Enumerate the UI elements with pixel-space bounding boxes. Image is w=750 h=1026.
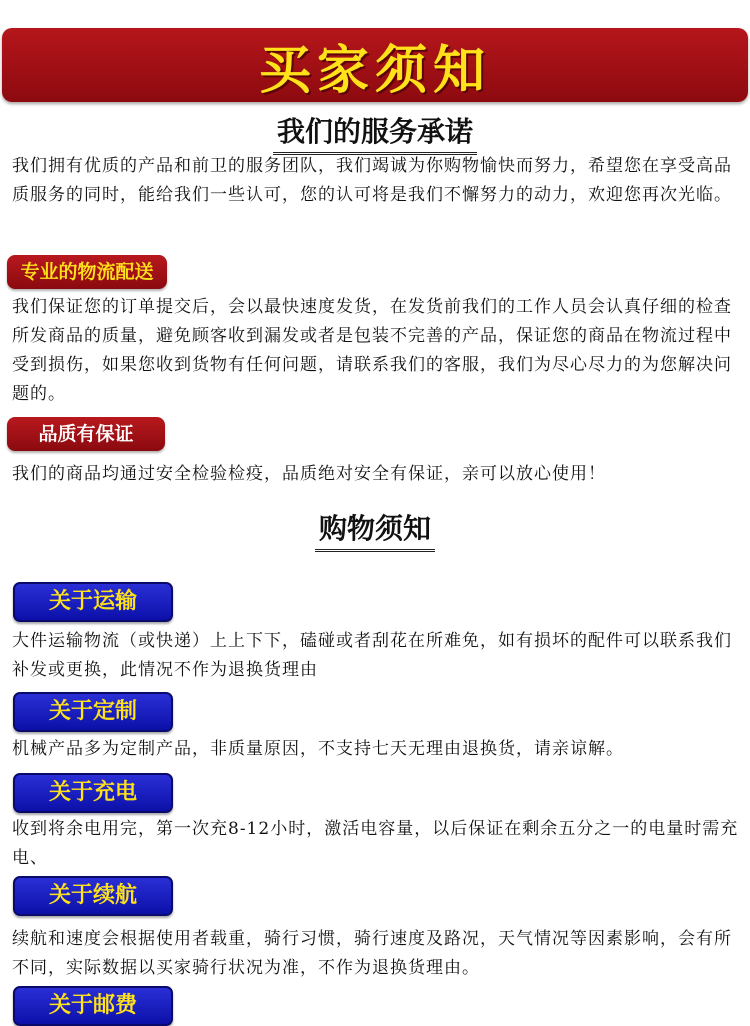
shopping-heading — [0, 507, 750, 552]
range-text: 续航和速度会根据使用者载重，骑行习惯，骑行速度及路况，天气情况等因素影响，会有所不同，实际数据以买家骑行状况为准，不作为退换货理由。 — [12, 929, 732, 978]
logistics-tag-label: 专业的物流配送 — [20, 261, 154, 283]
transport-text: 大件运输物流（或快递）上上下下，磕碰或者刮花在所难免，如有损坏的配件可以联系我们补发或更换，此情况不作为退换货理由 — [12, 631, 732, 680]
range-tag-label: 关于续航 — [48, 883, 137, 908]
postage-tag — [13, 986, 173, 1026]
custom-tag — [13, 692, 173, 732]
custom-tag-label: 关于定制 — [48, 699, 137, 724]
charging-tag-label: 关于充电 — [48, 780, 137, 805]
quality-tag — [7, 417, 165, 451]
logistics-tag — [7, 255, 167, 289]
charging-tag — [13, 773, 173, 813]
transport-tag-label: 关于运输 — [48, 589, 137, 614]
shopping-heading-text: 购物须知 — [315, 507, 435, 552]
service-heading — [0, 110, 750, 155]
charging-text: 收到将余电用完，第一次充8-12小时，激活电容量，以后保证在剩余五分之一的电量时需充电、 — [12, 819, 739, 868]
header-banner — [2, 28, 748, 102]
service-heading-text: 我们的服务承诺 — [273, 110, 477, 155]
service-intro: 我们拥有优质的产品和前卫的服务团队，我们竭诚为你购物愉快而努力，希望您在享受高品质服务的同时，能给我们一些认可，您的认可将是我们不懈努力的动力，欢迎您再次光临。 — [12, 156, 732, 205]
custom-text: 机械产品多为定制产品，非质量原因，不支持七天无理由退换货，请亲谅解。 — [12, 739, 624, 759]
quality-tag-label: 品质有保证 — [38, 423, 134, 445]
logistics-text: 我们保证您的订单提交后，会以最快速度发货，在发货前我们的工作人员会认真仔细的检查所发商品的质量，避免顾客收到漏发或者是包装不完善的产品，保证您的商品在物流过程中受到损伤，如果您收到货物有任何问题，请联系我们的客服，我们为尽心尽力的为您解决问题的。 — [12, 297, 732, 404]
quality-text: 我们的商品均通过安全检验检疫，品质绝对安全有保证，亲可以放心使用！ — [12, 464, 606, 484]
page-title: 买家须知 — [258, 40, 491, 101]
range-tag — [13, 876, 173, 916]
postage-tag-label: 关于邮费 — [48, 993, 137, 1018]
transport-tag — [13, 582, 173, 622]
